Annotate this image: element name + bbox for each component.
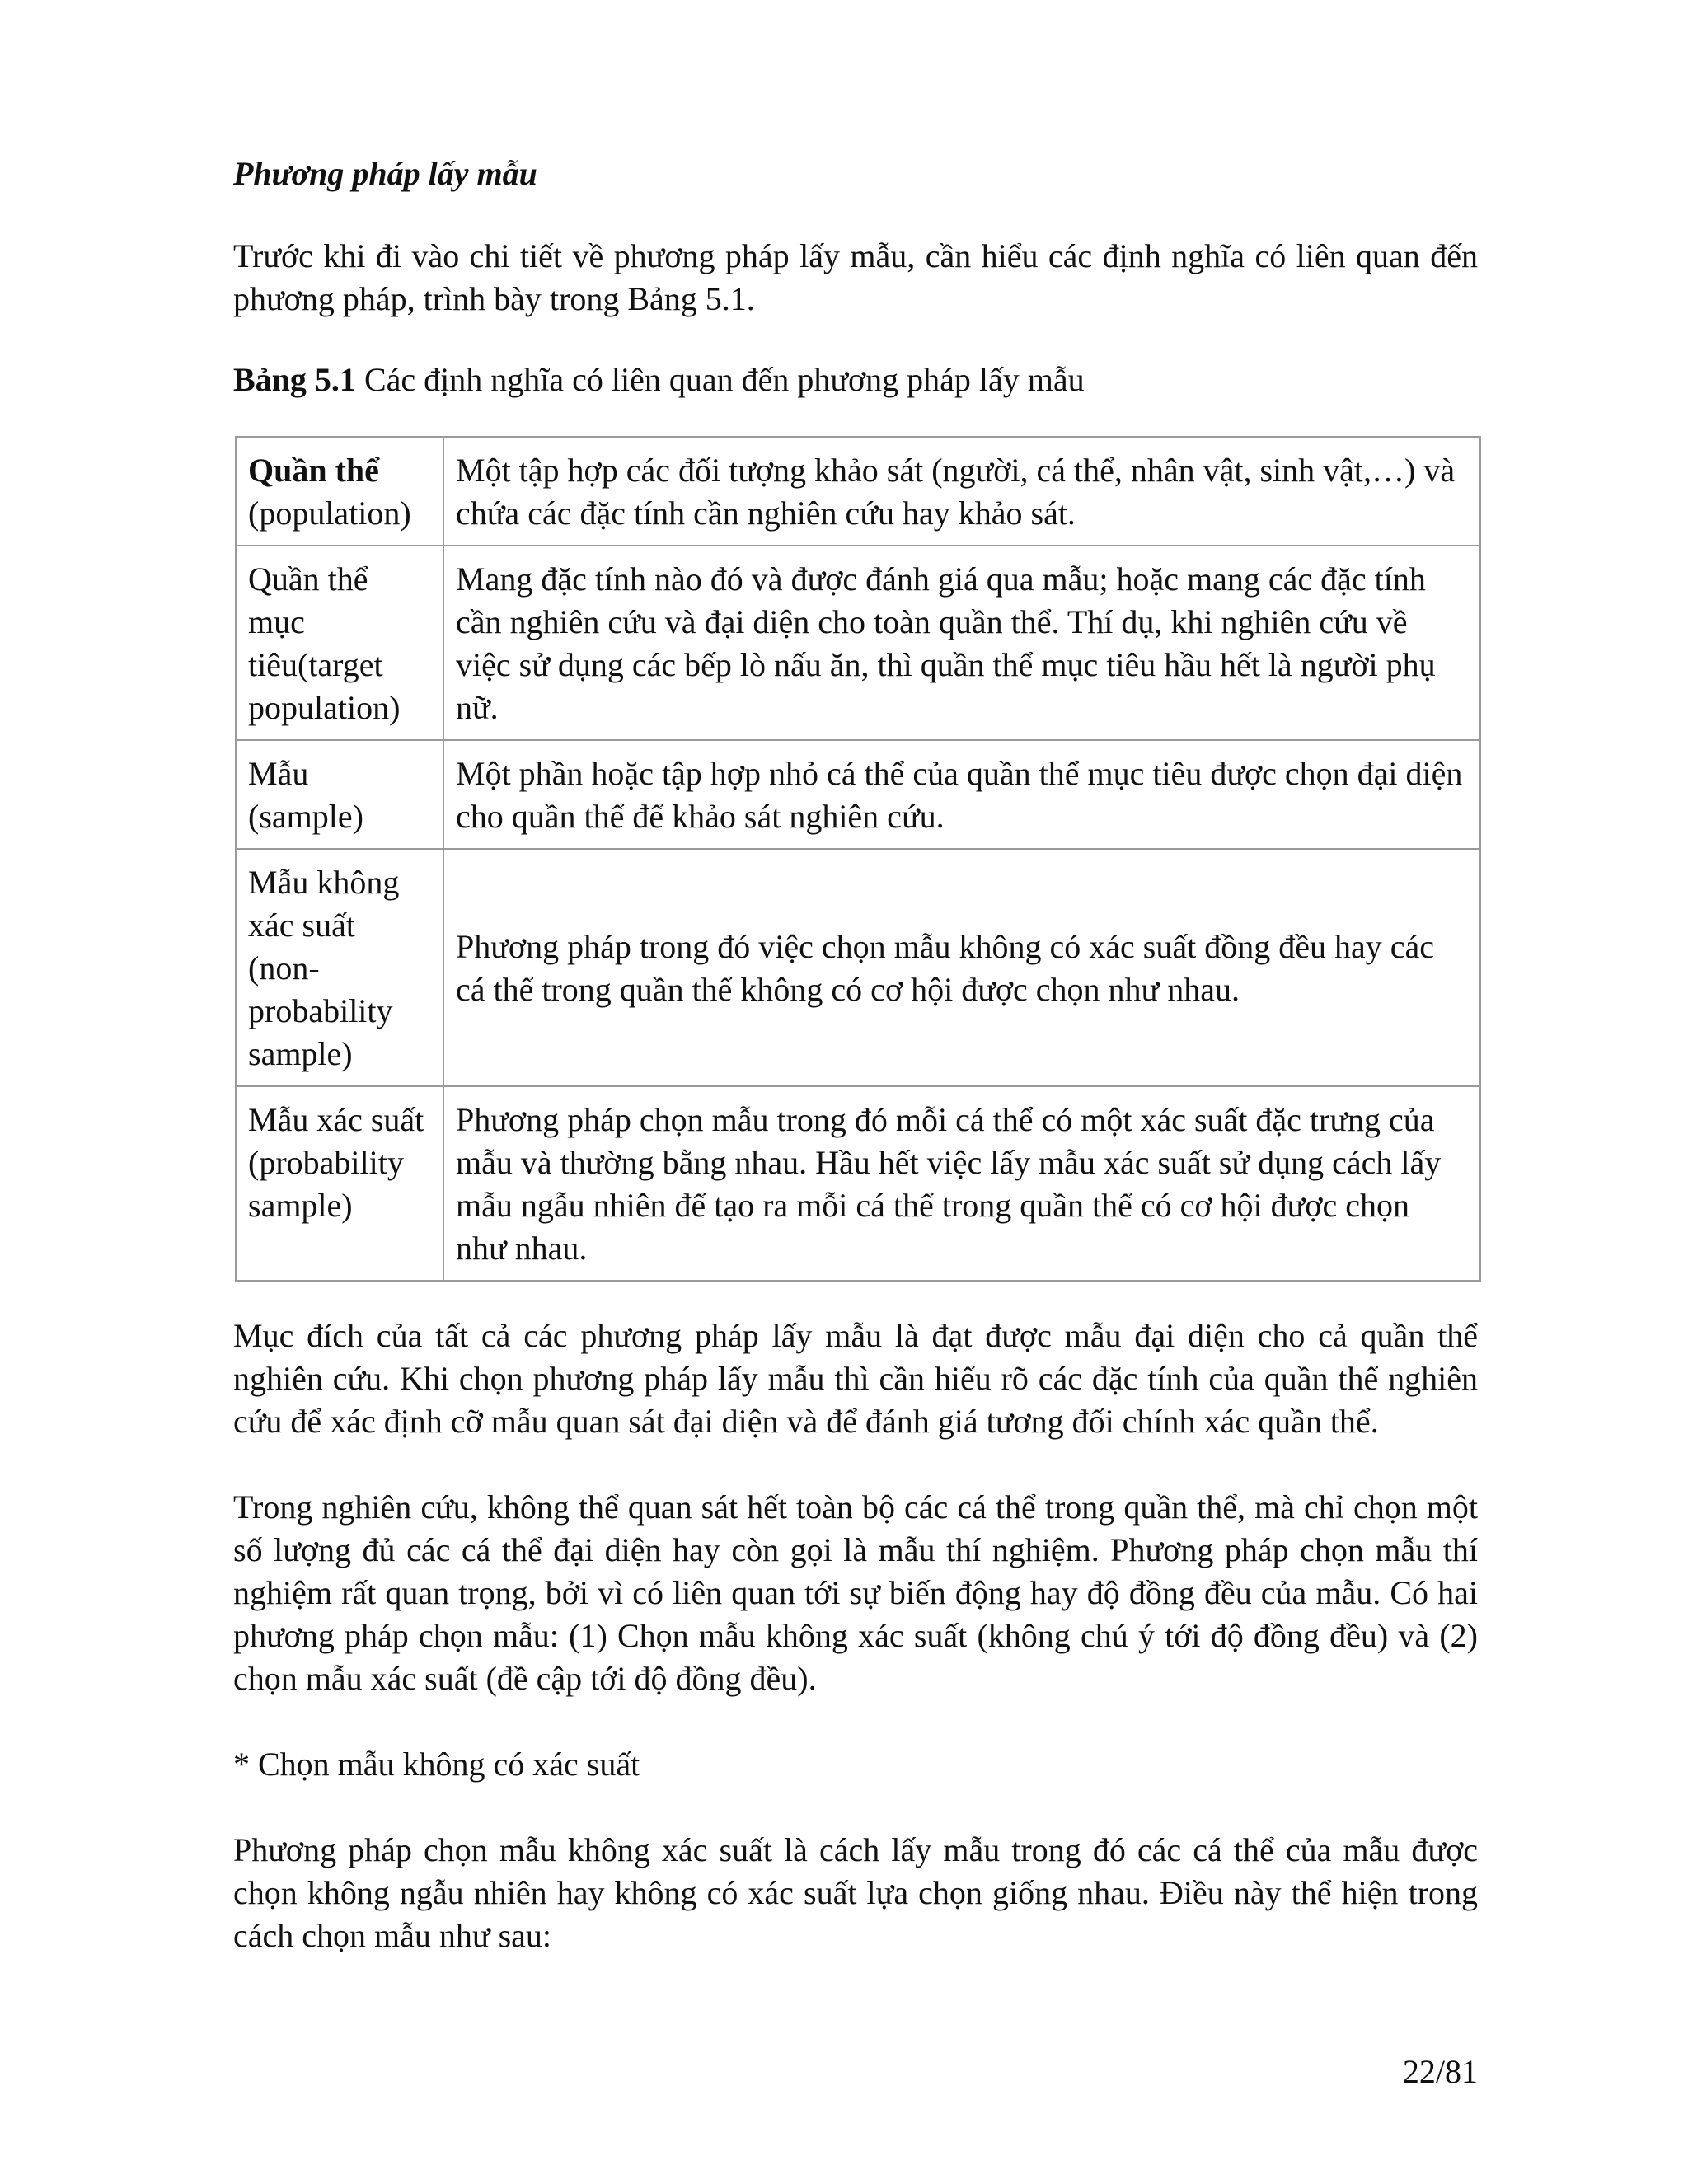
table-caption <box>233 359 1478 401</box>
term-sub: (population) <box>248 494 411 532</box>
term-main: Quần thể <box>248 452 379 489</box>
description-cell: Một tập hợp các đối tượng khảo sát (người, cá thể, nhân vật, sinh vật,…) và chứa các đặc tính cần nghiên cứu hay khảo sát. <box>443 437 1480 546</box>
final-paragraph: Phương pháp chọn mẫu không xác suất là cách lấy mẫu trong đó các cá thể của mẫu được chọn không ngẫu nhiên hay không có xác suất lựa chọn giống nhau. Điều này thể hiện trong cách chọn mẫu như sau: <box>233 1831 1478 1954</box>
term-cell: Mẫu (sample) <box>236 740 443 849</box>
definitions-table <box>235 436 1481 1282</box>
term-cell: Mẫu không xác suất (non-probability sample) <box>236 849 443 1086</box>
table-row <box>236 437 1480 546</box>
description-cell: Phương pháp chọn mẫu trong đó mỗi cá thể có một xác suất đặc trưng của mẫu và thường bằng nhau. Hầu hết việc lấy mẫu xác suất sử dụng cách lấy mẫu ngẫu nhiên để tạo ra mỗi cá thể trong quần thể có cơ hội được chọn như nhau. <box>443 1086 1480 1281</box>
description-cell: Phương pháp trong đó việc chọn mẫu không có xác suất đồng đều hay các cá thể trong quần thể không có cơ hội được chọn như nhau. <box>443 849 1480 1086</box>
term-cell: Quần thể mục tiêu(target population) <box>236 546 443 740</box>
table-caption-label: Bảng 5.1 <box>233 361 356 398</box>
description-cell: Một phần hoặc tập hợp nhỏ cá thể của quần thể mục tiêu được chọn đại diện cho quần thể để khảo sát nghiên cứu. <box>443 740 1480 849</box>
page-number: 22/81 <box>1402 2053 1478 2090</box>
table-row <box>236 1086 1480 1281</box>
term-cell <box>236 437 443 546</box>
section-heading: Phương pháp lấy mẫu <box>233 155 537 192</box>
intro-paragraph: Trước khi đi vào chi tiết về phương pháp lấy mẫu, cần hiểu các định nghĩa có liên quan đến phương pháp, trình bày trong Bảng 5.1. <box>233 237 1478 317</box>
term-cell: Mẫu xác suất (probability sample) <box>236 1086 443 1281</box>
table-row <box>236 740 1480 849</box>
bullet-heading: * Chọn mẫu không có xác suất <box>233 1746 640 1783</box>
table-row <box>236 849 1480 1086</box>
body-paragraph: Mục đích của tất cả các phương pháp lấy mẫu là đạt được mẫu đại diện cho cả quần thể nghiên cứu. Khi chọn phương pháp lấy mẫu thì cần hiểu rõ các đặc tính của quần thể nghiên cứu để xác định cỡ mẫu quan sát đại diện và để đánh giá tương đối chính xác quần thể. <box>233 1317 1478 1440</box>
page-content <box>233 152 1478 1957</box>
table-row <box>236 546 1480 740</box>
description-cell: Mang đặc tính nào đó và được đánh giá qua mẫu; hoặc mang các đặc tính cần nghiên cứu và đại diện cho toàn quần thể. Thí dụ, khi nghiên cứu về việc sử dụng các bếp lò nấu ăn, thì quần thể mục tiêu hầu hết là người phụ nữ. <box>443 546 1480 740</box>
table-caption-text: Các định nghĩa có liên quan đến phương pháp lấy mẫu <box>355 361 1085 398</box>
body-paragraph: Trong nghiên cứu, không thể quan sát hết toàn bộ các cá thể trong quần thể, mà chỉ chọn một số lượng đủ các cá thể đại diện hay còn gọi là mẫu thí nghiệm. Phương pháp chọn mẫu thí nghiệm rất quan trọng, bởi vì có liên quan tới sự biến động hay độ đồng đều của mẫu. Có hai phương pháp chọn mẫu: (1) Chọn mẫu không xác suất (không chú ý tới độ đồng đều) và (2) chọn mẫu xác suất (đề cập tới độ đồng đều). <box>233 1488 1478 1697</box>
